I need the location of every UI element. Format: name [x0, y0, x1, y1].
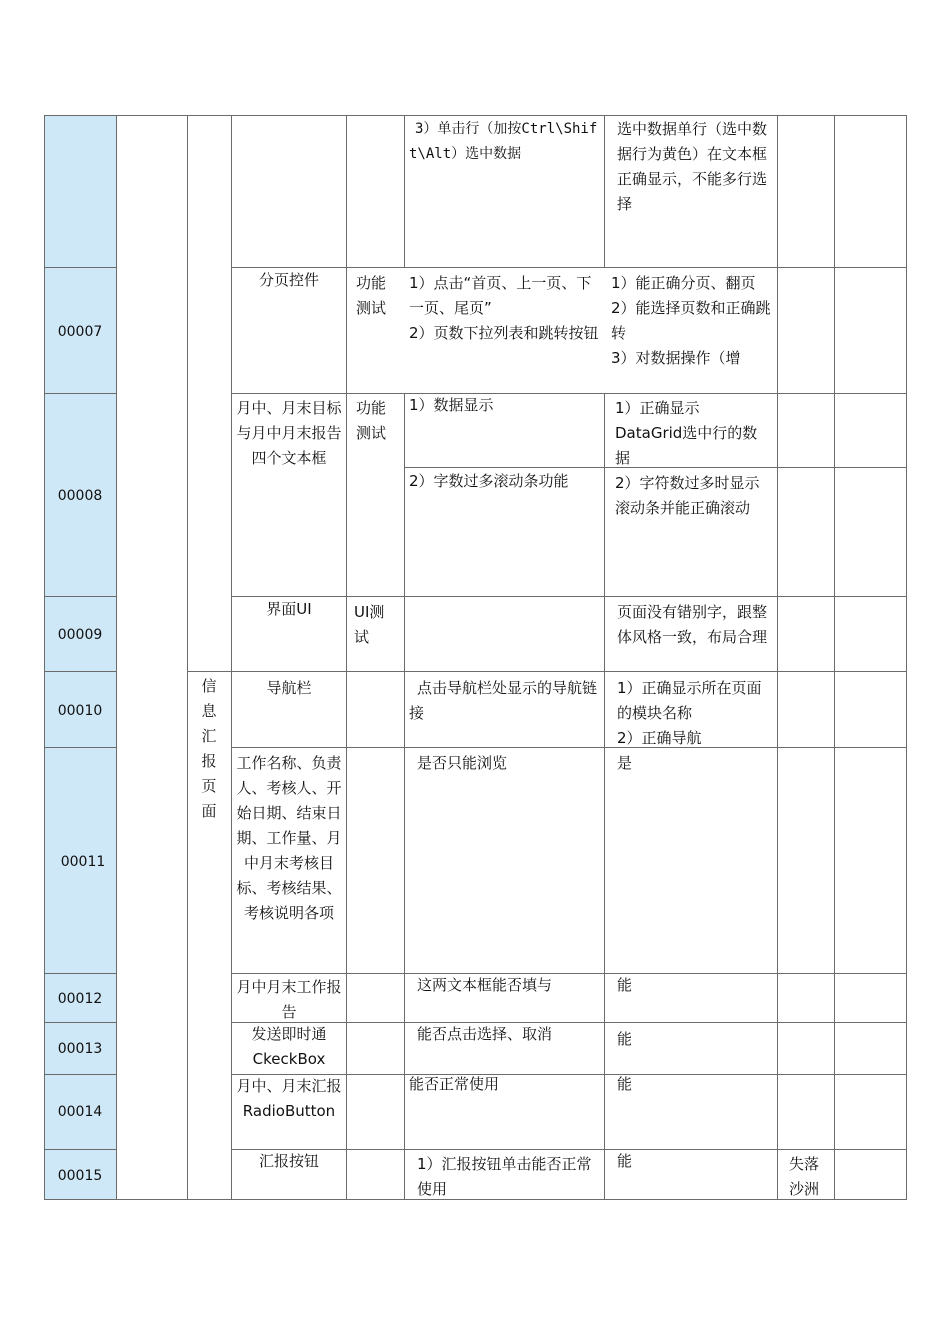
row-item: 分页控件	[258, 271, 319, 289]
row-id: 00014	[57, 1104, 103, 1120]
row-id: 00009	[57, 627, 103, 643]
row-id: 00010	[57, 703, 103, 719]
row-expected: 1）正确显示所在页面的模块名称 2）正确导航	[617, 679, 762, 747]
continuation-expected: 选中数据单行（选中数据行为黄色）在文本框正确显示，不能多行选择	[617, 120, 768, 213]
row-expected: 1）正确显示DataGrid选中行的数据	[615, 399, 758, 467]
row-step: 是否只能浏览	[417, 754, 508, 772]
row-item: 工作名称、负责人、考核人、开始日期、结束日期、工作量、月中月末考核目标、考核结果、考核说明各项	[236, 754, 342, 922]
row-expected: 是	[617, 754, 633, 772]
row-step: 能否点击选择、取消	[417, 1025, 553, 1043]
row-type: UI测试	[354, 603, 385, 646]
row-expected: 页面没有错别字，跟整体风格一致，布局合理	[617, 603, 768, 646]
row-step: 能否正常使用	[409, 1075, 500, 1093]
row-item: 月中、月末目标与月中月末报告四个文本框	[236, 399, 342, 467]
row-expected-2: 2）字符数过多时显示滚动条并能正确滚动	[615, 474, 760, 517]
continuation-step: 3）单击行（加按Ctrl\Shift\Alt）选中数据	[409, 121, 598, 162]
row-expected: 能	[617, 1152, 633, 1170]
row-step: 1）点击“首页、上一页、下一页、尾页” 2）页数下拉列表和跳转按钮	[409, 274, 599, 342]
row-id: 00013	[57, 1041, 103, 1057]
row-step: 1）汇报按钮单击能否正常使用	[417, 1155, 592, 1198]
row-expected: 1）能正确分页、翻页 2）能选择页数和正确跳转 3）对数据操作（增	[611, 274, 771, 367]
row-expected: 能	[617, 1030, 633, 1048]
row-id: 00007	[57, 324, 103, 340]
row-item: 导航栏	[266, 679, 312, 697]
row-expected: 能	[617, 976, 633, 994]
row-id: 00008	[57, 488, 103, 504]
row-item: 界面UI	[266, 600, 312, 618]
row-type: 功能测试	[356, 274, 387, 317]
row-tester: 失落沙洲	[789, 1155, 820, 1198]
section-label: 信息汇报页面	[201, 677, 217, 820]
row-item: 发送即时通CkeckBox	[251, 1025, 327, 1068]
row-step-2: 2）字数过多滚动条功能	[409, 472, 569, 490]
row-id: 00015	[57, 1168, 103, 1184]
row-step: 1）数据显示	[409, 396, 494, 414]
row-id: 00011	[60, 854, 106, 870]
row-step: 这两文本框能否填与	[417, 976, 553, 994]
row-type: 功能测试	[356, 399, 387, 442]
row-item: 月中月末工作报告	[236, 978, 342, 1021]
row-item: 汇报按钮	[258, 1152, 319, 1170]
row-item: 月中、月末汇报RadioButton	[236, 1077, 342, 1120]
row-expected: 能	[617, 1075, 633, 1093]
row-id: 00012	[57, 991, 103, 1007]
row-step: 点击导航栏处显示的导航链接	[409, 679, 598, 722]
